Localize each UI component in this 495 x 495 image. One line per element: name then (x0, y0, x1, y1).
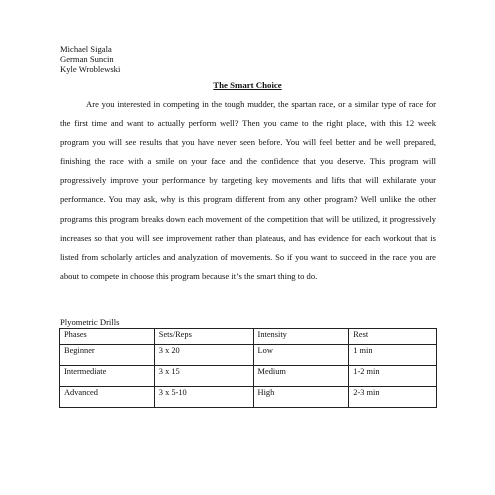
table-cell: Medium (253, 366, 349, 387)
column-header-sets-reps: Sets/Reps (154, 329, 253, 345)
table-cell: 3 x 5-10 (154, 387, 253, 408)
table-cell: Intermediate (60, 366, 155, 387)
table-cell: 2-3 min (349, 387, 437, 408)
table-cell: Advanced (60, 387, 155, 408)
table-row (60, 366, 437, 387)
author-name: Michael Sigala (60, 44, 112, 54)
table-cell: 3 x 15 (154, 366, 253, 387)
table-row (60, 345, 437, 366)
column-header-intensity: Intensity (253, 329, 349, 345)
author-list (60, 44, 120, 75)
author-name: Kyle Wroblewski (60, 64, 121, 75)
table-cell: High (253, 387, 349, 408)
table-cell: 1-2 min (349, 366, 437, 387)
table-cell: 1 min (349, 345, 437, 366)
plyometric-drills-table (59, 328, 437, 408)
table-cell: Beginner (60, 345, 155, 366)
table-cell: Low (253, 345, 349, 366)
table-header-row (60, 329, 437, 345)
body-paragraph: Are you interested in competing in the tough mudder, the spartan race, or a similar type of race for the first time and want to actually perform well? Then you came to the right place, with this 12 week program you will see results that you have never seen before. You will feel better and be well prepared, finishing the race with a smile on your face and the confidence that you deserve. This program will progressively improve your performance by targeting key movements and lifts that will exhilarate your performance. You may ask, why is this program different from any other program? Well unlike the other programs this program breaks down each movement of the competition that will be utilized, it progressively increases so that you will see improvement rather than plateaus, and has evidence for each workout that is listed from scholarly articles and analyzation of movements. So if you want to succeed in the race you are about to compete in choose this program because it’s the smart thing to do. (60, 99, 436, 281)
author-name: German Suncin (60, 54, 114, 65)
column-header-phases: Phases (60, 329, 155, 345)
table-caption: Plyometric Drills (60, 317, 120, 327)
column-header-rest: Rest (349, 329, 437, 345)
table-row (60, 387, 437, 408)
document-title: The Smart Choice (213, 80, 282, 90)
table-cell: 3 x 20 (154, 345, 253, 366)
